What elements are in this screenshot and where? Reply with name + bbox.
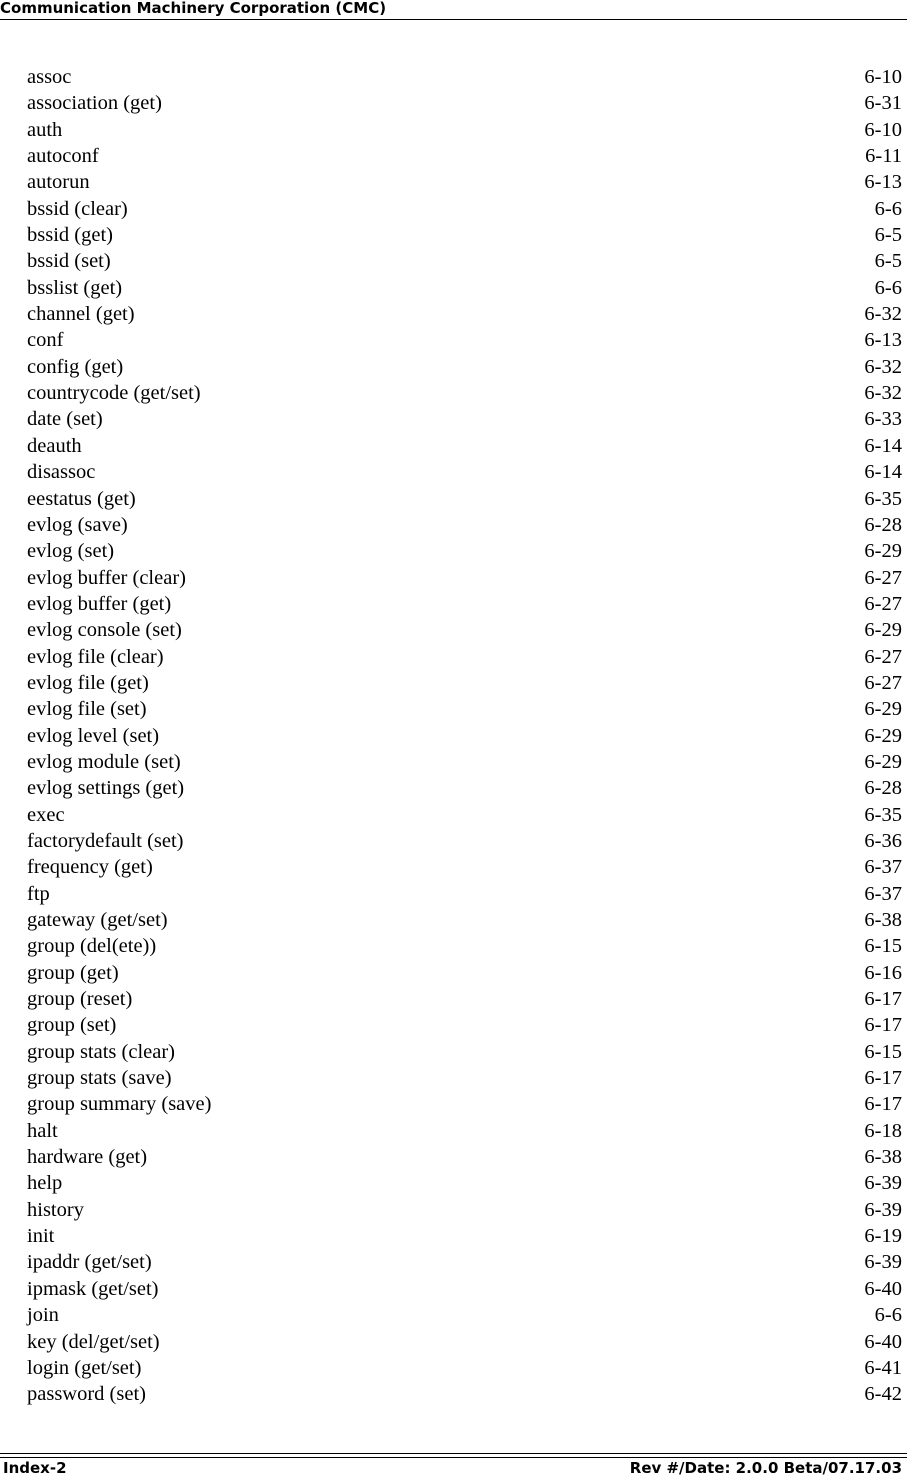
index-entry [27,486,902,512]
index-entry [27,1381,902,1407]
index-page-ref: 6-6 [874,197,902,220]
footer-divider [0,1453,907,1454]
index-page-ref: 6-29 [864,540,902,563]
index-page-ref: 6-17 [864,1067,902,1090]
index-entry [27,90,902,116]
index-term: evlog module (set) [27,750,181,773]
index-entry [27,591,902,617]
index-term: evlog (save) [27,513,128,536]
index-page-ref: 6-28 [864,777,902,800]
index-page-ref: 6-6 [874,276,902,299]
index-page-ref: 6-15 [864,1040,902,1063]
index-page-ref: 6-35 [864,487,902,510]
index-page-ref: 6-11 [865,145,902,168]
index-entry [27,1091,902,1117]
index-page-ref: 6-33 [864,408,902,431]
index-entry [27,960,902,986]
header-title: Communication Machinery Corporation (CMC) [0,0,387,17]
index-page-ref: 6-28 [864,513,902,536]
index-term: ipmask (get/set) [27,1277,159,1300]
index-entry [27,275,902,301]
index-term: factorydefault (set) [27,829,184,852]
index-page-ref: 6-39 [864,1172,902,1195]
index-page-ref: 6-19 [864,1225,902,1248]
index-entry [27,1039,902,1065]
index-entry [27,775,902,801]
index-term: channel (get) [27,303,135,326]
index-term: history [27,1198,84,1221]
index-entry [27,1223,902,1249]
index-page-ref: 6-32 [864,382,902,405]
index-term: login (get/set) [27,1356,142,1379]
index-entry [27,1118,902,1144]
index-term: config (get) [27,355,124,378]
index-page-ref: 6-31 [864,92,902,115]
index-term: evlog buffer (get) [27,592,172,615]
index-entry [27,512,902,538]
index-term: autorun [27,171,90,194]
index-page-ref: 6-27 [864,566,902,589]
index-term: key (del/get/set) [27,1330,160,1353]
index-entry [27,433,902,459]
index-entry [27,749,902,775]
index-term: disassoc [27,461,96,484]
index-entry [27,301,902,327]
index-term: countrycode (get/set) [27,382,201,405]
index-entry [27,248,902,274]
index-entry [27,1329,902,1355]
index-page-ref: 6-14 [864,461,902,484]
footer-page-label: Index-2 [3,1459,67,1477]
index-entry [27,933,902,959]
index-page-ref: 6-15 [864,935,902,958]
index-term: autoconf [27,145,99,168]
index-term: group (reset) [27,988,133,1011]
index-page-ref: 6-13 [864,171,902,194]
index-term: group stats (clear) [27,1040,175,1063]
index-term: conf [27,329,64,352]
index-term: bsslist (get) [27,276,123,299]
index-entry [27,1144,902,1170]
index-term: bssid (get) [27,224,113,247]
index-page-ref: 6-32 [864,355,902,378]
index-term: password (set) [27,1383,146,1406]
index-term: deauth [27,434,82,457]
index-page-ref: 6-17 [864,988,902,1011]
index-page-ref: 6-10 [864,118,902,141]
index-term: bssid (clear) [27,197,128,220]
index-term: gateway (get/set) [27,909,168,931]
index-term: exec [27,803,65,826]
index-entry [27,565,902,591]
index-page-ref: 6-38 [864,909,902,931]
index-page-ref: 6-38 [864,1146,902,1169]
index-page-ref: 6-13 [864,329,902,352]
index-page-ref: 6-5 [874,224,902,247]
index-page-ref: 6-27 [864,645,902,668]
index-term: help [27,1172,63,1195]
index-term: evlog file (get) [27,671,149,694]
index-term: frequency (get) [27,856,153,879]
index-term: evlog file (clear) [27,645,164,668]
index-term: group stats (save) [27,1067,172,1090]
index-term: bssid (set) [27,250,111,273]
index-term: join [27,1304,59,1327]
index-entry [27,380,902,406]
index-term: group (del(ete)) [27,935,157,958]
index-entry [27,881,902,907]
index-entry [27,696,902,722]
index-entry [27,538,902,564]
index-term: halt [27,1119,58,1142]
index-page-ref: 6-37 [864,882,902,905]
index-entry [27,1355,902,1381]
index-entry [27,723,902,749]
index-page-ref: 6-41 [864,1356,902,1379]
index-entry [27,354,902,380]
index-page-ref: 6-6 [874,1304,902,1327]
index-page-ref: 6-29 [864,698,902,721]
index-term: evlog file (set) [27,698,147,721]
index-page-ref: 6-40 [864,1330,902,1353]
index-page-ref: 6-37 [864,856,902,879]
index-page-ref: 6-17 [864,1014,902,1037]
index-page-ref: 6-39 [864,1251,902,1274]
index-entry [27,327,902,353]
index-entry [27,459,902,485]
index-page-ref: 6-17 [864,1093,902,1116]
index-term: evlog console (set) [27,619,182,642]
index-term: assoc [27,66,72,88]
index-page-ref: 6-5 [874,250,902,273]
index-term: eestatus (get) [27,487,136,510]
index-term: group (set) [27,1014,117,1037]
index-entry [27,1170,902,1196]
index-page-ref: 6-14 [864,434,902,457]
index-entry [27,1012,902,1038]
index-entry [27,986,902,1012]
index-term: date (set) [27,408,103,431]
index-page-ref: 6-29 [864,724,902,747]
index-page-ref: 6-29 [864,750,902,773]
index-page-ref: 6-39 [864,1198,902,1221]
index-term: auth [27,118,63,141]
index-page-ref: 6-42 [864,1383,902,1406]
index-entry [27,617,902,643]
index-entry [27,117,902,143]
index-page-ref: 6-27 [864,671,902,694]
index-term: group summary (save) [27,1093,212,1116]
index-entry [27,802,902,828]
index-term: group (get) [27,961,119,984]
footer-divider [0,1457,907,1458]
index-list [27,64,902,1408]
index-entry [27,828,902,854]
index-term: hardware (get) [27,1146,148,1169]
index-entry [27,1276,902,1302]
index-term: ftp [27,882,50,905]
index-entry [27,169,902,195]
index-entry [27,1302,902,1328]
index-entry [27,1249,902,1275]
index-entry [27,406,902,432]
index-page-ref: 6-16 [864,961,902,984]
index-entry [27,143,902,169]
index-term: evlog settings (get) [27,777,185,800]
index-page-ref: 6-40 [864,1277,902,1300]
index-term: evlog buffer (clear) [27,566,186,589]
index-entry [27,222,902,248]
index-entry [27,1065,902,1091]
index-page-ref: 6-32 [864,303,902,326]
index-page-ref: 6-10 [864,66,902,88]
footer-revision: Rev #/Date: 2.0.0 Beta/07.17.03 [629,1459,902,1477]
index-page-ref: 6-18 [864,1119,902,1142]
index-term: ipaddr (get/set) [27,1251,152,1274]
page-footer [0,1459,907,1479]
index-page-ref: 6-27 [864,592,902,615]
index-page-ref: 6-36 [864,829,902,852]
index-page-ref: 6-35 [864,803,902,826]
index-entry [27,196,902,222]
index-entry [27,64,902,90]
index-entry [27,854,902,880]
index-entry [27,907,902,933]
index-entry [27,1197,902,1223]
index-term: evlog (set) [27,540,115,563]
index-page-ref: 6-29 [864,619,902,642]
index-entry [27,644,902,670]
page-header [0,0,907,20]
index-entry [27,670,902,696]
index-term: init [27,1225,55,1248]
index-term: evlog level (set) [27,724,160,747]
index-term: association (get) [27,92,162,115]
